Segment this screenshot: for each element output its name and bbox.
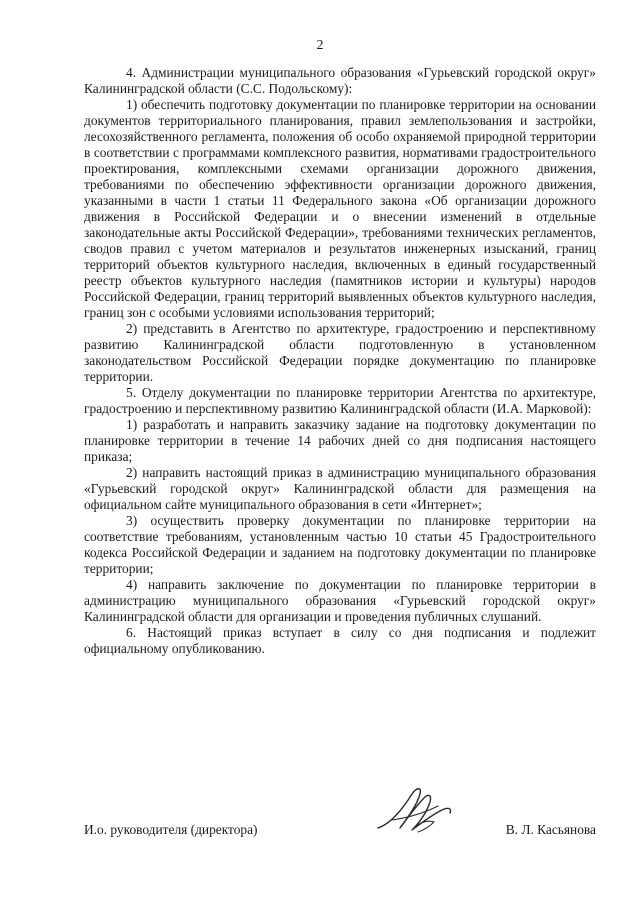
paragraph-item-5-4: 4) направить заключение по документации по планировке территории в администрацию муниципального образования «Гурьевский городской округ» Калининградской области для организации и проведения публичных слушаний. — [84, 577, 596, 624]
paragraph-item-5-2: 2) направить настоящий приказ в администрацию муниципального образования «Гурьевский городской округ» Калининградской области для размещения на официальном сайте муниципального образования в сети «Интернет»; — [84, 465, 596, 512]
paragraph-item-5-1: 1) разработать и направить заказчику задание на подготовку документации по планировке территории в течение 14 рабочих дней со дня подписания настоящего приказа; — [84, 417, 596, 464]
paragraph-item-6: 6. Настоящий приказ вступает в силу со дня подписания и подлежит официальному опубликованию. — [84, 625, 596, 656]
paragraph-item-5: 5. Отделу документации по планировке территории Агентства по архитектуре, градостроению и перспективному развитию Калининградской области (И.А. Марковой): — [84, 385, 596, 416]
signature-row — [84, 822, 596, 840]
paragraph-item-4: 4. Администрации муниципального образования «Гурьевский городской округ» Калининградской области (С.С. Подольскому): — [84, 65, 596, 96]
paragraph-item-5-3: 3) осуществить проверку документации по планировке территории на соответствие требованиям, установленным частью 10 статьи 45 Градостроительного кодекса Российской Федерации и заданием на подготовку документации по планировке территории; — [84, 513, 596, 576]
handwritten-signature-icon — [372, 780, 458, 840]
signatory-name: В. Л. Касьянова — [505, 822, 596, 837]
document-body — [84, 65, 596, 657]
paragraph-item-4-1: 1) обеспечить подготовку документации по планировке территории на основании документов территориального планирования, правил землепользования и застройки, лесохозяйственного регламента, положения об особо охраняемой природной территории в соответствии с программами комплексного развития, нормативами градостроительного проектирования, комплексными схемами организации дорожного движения, требованиями по обеспечению эффективности организации дорожного движения, указанными в части 1 статьи 11 Федерального закона «Об организации дорожного движения в Российской Федерации и о внесении изменений в отдельные законодательные акты Российской Федерации», требованиями технических регламентов, сводов правил с учетом материалов и результатов инженерных изысканий, границ территорий объектов культурного наследия, включенных в единый государственный реестр объектов культурного наследия (памятников истории и культуры) народов Российской Федерации, границ территорий выявленных объектов культурного наследия, границ зон с особыми условиями использования территорий; — [84, 97, 596, 320]
paragraph-item-4-2: 2) представить в Агентство по архитектуре, градостроению и перспективному развитию Калининградской области подготовленную в установленном законодательством Российской Федерации порядке документацию по планировке территории. — [84, 321, 596, 384]
page-number: 2 — [316, 38, 324, 53]
signatory-title: И.о. руководителя (директора) — [84, 822, 258, 837]
